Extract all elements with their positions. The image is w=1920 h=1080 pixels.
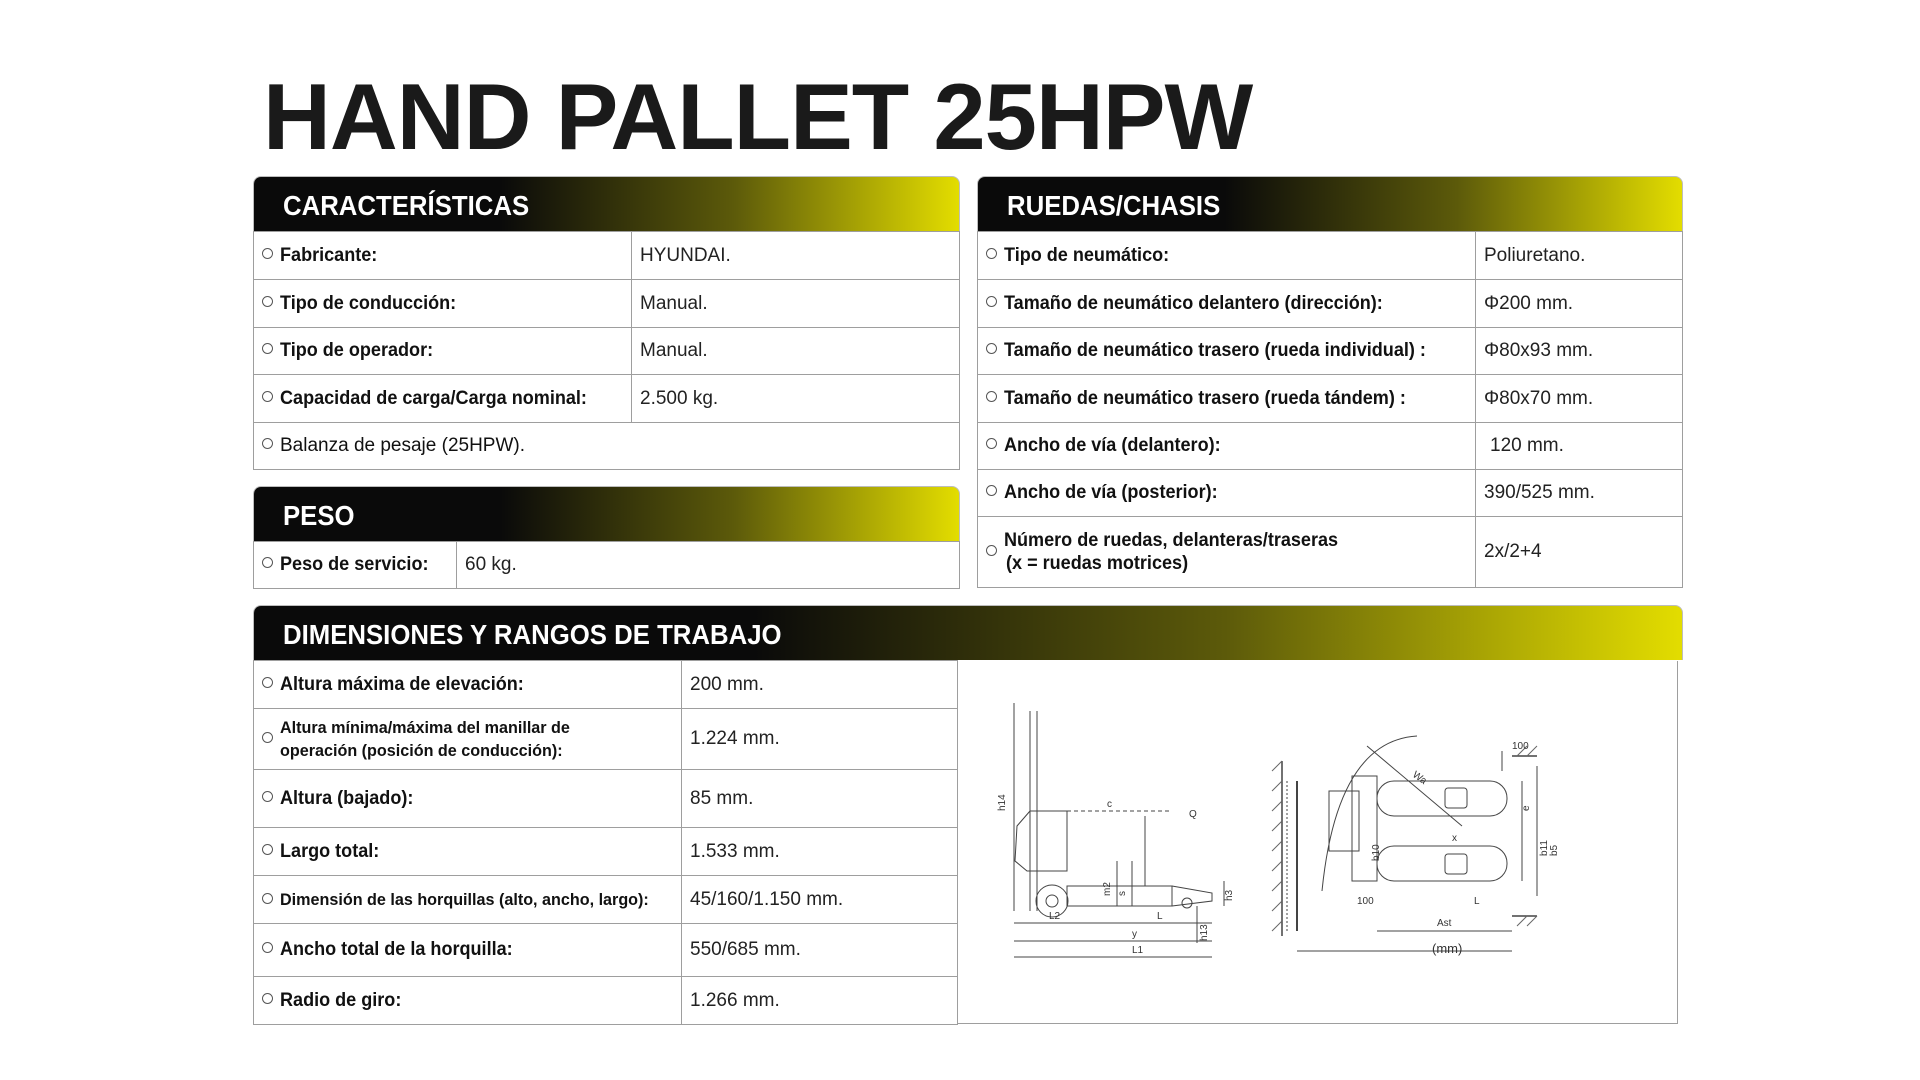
rear-roller (1182, 898, 1192, 908)
fork-top-left (1377, 781, 1507, 816)
row-value: 2x/2+4 (1476, 517, 1683, 588)
front-wheel-hub (1046, 895, 1058, 907)
fork-top-right (1377, 846, 1507, 881)
row-value: 2.500 kg. (632, 375, 960, 423)
dim-label: h14 (997, 794, 1008, 811)
table-row (978, 280, 1683, 328)
row-value: 1.266 mm. (682, 977, 958, 1025)
dim-label: b5 (1549, 844, 1560, 856)
ruedas-panel (977, 176, 1683, 588)
row-label: Capacidad de carga/Carga nominal: (280, 387, 587, 409)
row-value: 45/160/1.150 mm. (682, 876, 958, 924)
bullet-icon (262, 248, 273, 259)
page-title: HAND PALLET 25HPW (263, 64, 1253, 169)
dim-label: L2 (1049, 911, 1061, 922)
row-label: Tipo de conducción: (280, 292, 457, 314)
ruedas-header: RUEDAS/CHASIS (977, 176, 1683, 231)
row-label: Tipo de operador: (280, 340, 434, 361)
table-row (254, 375, 960, 423)
row-label: Altura mínima/máxima del manillar de (280, 718, 570, 737)
pallet-drawing (957, 661, 1677, 1023)
bullet-icon (262, 732, 273, 743)
bullet-icon (262, 391, 273, 402)
bullet-icon (262, 438, 273, 449)
bullet-icon (262, 557, 273, 568)
row-value: 200 mm. (682, 661, 958, 709)
dim-label: h3 (1224, 889, 1235, 901)
dim-label: b10 (1371, 844, 1382, 861)
row-label: Altura máxima de elevación: (280, 673, 524, 695)
row-value: Φ80x70 mm. (1476, 375, 1683, 423)
row-label: Ancho de vía (posterior): (1004, 482, 1218, 503)
table-row (978, 375, 1683, 423)
row-value: 1.224 mm. (682, 709, 958, 770)
row-value: 1.533 mm. (682, 828, 958, 876)
bullet-icon (986, 545, 997, 556)
dim-label: c (1107, 799, 1112, 810)
unit-label: (mm) (1432, 941, 1463, 956)
table-row (978, 423, 1683, 470)
table-row (254, 977, 958, 1025)
peso-table (253, 541, 960, 589)
table-row (254, 876, 958, 924)
hatch-marks (1272, 746, 1537, 931)
row-label: Dimensión de las horquillas (alto, ancho, largo): (280, 889, 649, 909)
dimensiones-table (253, 660, 958, 1025)
row-value: Φ80x93 mm. (1476, 328, 1683, 375)
dim-label: s (1117, 891, 1128, 896)
turning-arc (1322, 736, 1417, 891)
row-label: Tipo de neumático: (1004, 244, 1170, 266)
row-label-line2: operación (posición de conducción): (280, 741, 563, 760)
row-value: Poliuretano. (1476, 232, 1683, 280)
row-value: 60 kg. (457, 542, 960, 589)
row-value: Φ200 mm. (1476, 280, 1683, 328)
bullet-icon (986, 296, 997, 307)
roller-top-right (1445, 854, 1467, 874)
caracteristicas-header: CARACTERÍSTICAS (253, 176, 960, 231)
dim-label: y (1132, 929, 1137, 940)
table-row (254, 709, 958, 770)
bullet-icon (262, 893, 273, 904)
bullet-icon (986, 391, 997, 402)
row-label: Altura (bajado): (280, 787, 414, 809)
dim-label: Wa (1410, 769, 1429, 787)
row-label: Largo total: (280, 840, 380, 862)
row-label: Radio de giro: (280, 989, 402, 1011)
table-row (254, 924, 958, 977)
row-value: 550/685 mm. (682, 924, 958, 977)
bullet-icon (986, 343, 997, 354)
table-row (254, 232, 960, 280)
row-label: Tamaño de neumático trasero (rueda tándem) : (1004, 387, 1406, 409)
dim-label: L (1474, 896, 1480, 907)
dimensiones-header: DIMENSIONES Y RANGOS DE TRABAJO (253, 605, 1683, 660)
bullet-icon (262, 296, 273, 307)
table-row (254, 423, 960, 470)
bullet-icon (986, 438, 997, 449)
caracteristicas-table (253, 231, 960, 470)
dimension-diagram (957, 661, 1678, 1024)
bullet-icon (262, 677, 273, 688)
row-value: HYUNDAI. (632, 232, 960, 280)
row-label-line2: (x = ruedas motrices) (1006, 553, 1189, 574)
table-row (254, 280, 960, 328)
row-value: Manual. (632, 280, 960, 328)
row-label: Número de ruedas, delanteras/traseras (1004, 530, 1339, 551)
table-row (978, 517, 1683, 588)
peso-panel (253, 486, 960, 589)
dim-label: m2 (1102, 882, 1113, 896)
handle-base (1329, 791, 1359, 851)
dim-label: Q (1189, 809, 1197, 820)
table-row (978, 328, 1683, 375)
row-label: Ancho de vía (delantero): (1004, 435, 1221, 456)
table-row (254, 770, 958, 828)
dim-label: b11 (1539, 840, 1550, 856)
dim-label: x (1452, 833, 1457, 844)
table-row (978, 470, 1683, 517)
dim-label: h13 (1199, 924, 1210, 941)
table-row (254, 328, 960, 375)
caracteristicas-panel (253, 176, 960, 470)
row-label: Tamaño de neumático trasero (rueda individual) : (1004, 340, 1426, 361)
peso-header: PESO (253, 486, 960, 541)
bullet-icon (986, 485, 997, 496)
row-value: Manual. (632, 328, 960, 375)
dim-label: 100 (1357, 896, 1374, 907)
pump-body (1015, 811, 1067, 871)
bullet-icon (262, 942, 273, 953)
bullet-icon (262, 993, 273, 1004)
chassis-body (1352, 776, 1377, 881)
roller-top-left (1445, 788, 1467, 808)
row-value: 85 mm. (682, 770, 958, 828)
dim-label: Ast (1437, 918, 1452, 929)
dim-label: L (1157, 911, 1163, 922)
table-row (978, 232, 1683, 280)
bullet-icon (262, 844, 273, 855)
table-row (254, 542, 960, 589)
bullet-icon (262, 791, 273, 802)
dim-label: e (1521, 805, 1532, 811)
row-label: Ancho total de la horquilla: (280, 939, 513, 960)
table-row (254, 661, 958, 709)
dim-label: L1 (1132, 945, 1144, 956)
dim-label: 100 (1512, 741, 1529, 752)
row-value: 120 mm. (1476, 423, 1683, 470)
row-label: Peso de servicio: (280, 554, 429, 575)
row-label: Tamaño de neumático delantero (dirección): (1004, 292, 1383, 314)
row-value: 390/525 mm. (1476, 470, 1683, 517)
ruedas-table (977, 231, 1683, 588)
dimension-labels (997, 741, 1560, 956)
table-row (254, 828, 958, 876)
row-note: Balanza de pesaje (25HPW). (280, 435, 526, 456)
row-label: Fabricante: (280, 244, 378, 266)
bullet-icon (262, 343, 273, 354)
bullet-icon (986, 248, 997, 259)
